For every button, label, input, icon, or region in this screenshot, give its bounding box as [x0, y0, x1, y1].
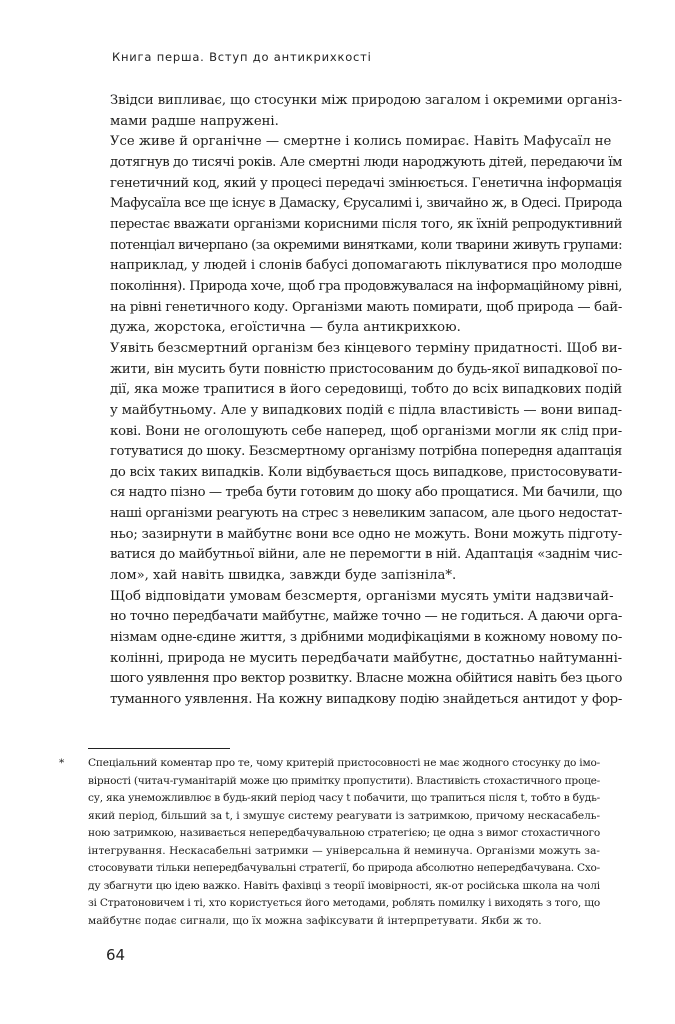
text-line: дії, яка може трапитися в його середовищі, тобто до всіх випадкових подій	[110, 382, 622, 398]
footnote-line: вірності (читач-гуманітарій може цю примітку пропустити). Властивість стохастичного проце-	[88, 774, 600, 787]
text-line: Мафусаїла все ще існує в Дамаску, Єрусалимі і, звичайно ж, в Одесі. Природа	[110, 196, 622, 212]
main-text	[88, 91, 622, 711]
text-line: перестає вважати організми корисними після того, як їхній репродуктивний	[110, 216, 622, 232]
text-line: дужа, жорстока, егоїстична — була антикрихкою.	[110, 320, 461, 336]
text-line: до всіх таких випадків. Коли відбувається щось випадкове, пристосовувати-	[110, 464, 622, 480]
text-line: на рівні генетичного коду. Організми мають помирати, щоб природа — бай-	[110, 299, 622, 315]
footnote-line: зі Стратоновичем і ті, хто користується його методами, роблять помилку і виходять з того, що	[88, 897, 600, 910]
text-line: генетичний код, який у процесі передачі змінюється. Генетична інформація	[110, 175, 622, 191]
text-line: покоління). Природа хоче, щоб гра продовжувалася на інформаційному рівні,	[110, 278, 622, 294]
text-line: колінні, природа не мусить передбачати майбутнє, достатньо найтуманні-	[110, 650, 622, 666]
paragraph-4	[88, 587, 622, 711]
text-line: Щоб відповідати умовам безсмертя, організми мусять уміти надзвичай-	[110, 588, 614, 604]
footnote-divider	[88, 748, 230, 749]
text-line: нізмам одне-єдине життя, з дрібними модифікаціями в кожному новому по-	[110, 630, 622, 646]
text-line: дотягнув до тисячі років. Але смертні люди народжують дітей, передаючи їм	[110, 154, 622, 170]
footnote-line: інтегрування. Нескасабельні затримки — універсальна й неминуча. Організми можуть за-	[88, 844, 600, 857]
text-line: жити, він мусить бути повністю пристосованим до будь-якої випадкової по-	[110, 361, 622, 377]
footnote-line: майбутнє подає сигнали, що їх можна зафіксувати й інтерпретувати. Якби ж то.	[88, 914, 542, 927]
paragraph-3	[88, 339, 622, 587]
text-line: наші організми реагують на стрес з невеликим запасом, але цього недостат-	[110, 506, 622, 522]
text-line: лом», хай навіть швидка, завжди буде запізніла*.	[110, 568, 457, 584]
text-line: ньо; зазирнути в майбутнє вони все одно не можуть. Вони можуть підготу-	[110, 526, 622, 542]
footnote-line: який період, більший за t, і змушує систему реагувати із затримкою, причому нескасабель-	[88, 809, 600, 822]
page-number: 64	[106, 946, 126, 964]
footnote-line: су, яка унеможливлює в будь-який період часу t побачити, що трапиться після t, тобто в будь-	[88, 792, 600, 805]
footnote	[59, 755, 600, 930]
text-line: но точно передбачати майбутнє, майже точно — не годиться. А даючи орга-	[110, 609, 622, 625]
text-line: Звідси випливає, що стосунки між природою загалом і окремими організ-	[110, 93, 622, 108]
footnote-mark: *	[59, 757, 65, 769]
text-line: потенціал вичерпано (за окремими винятками, коли тварини живуть групами:	[110, 237, 622, 253]
text-line: Уявіть безсмертний організм без кінцевого терміну придатності. Щоб ви-	[110, 340, 622, 356]
running-header: Книга перша. Вступ до антикрихкості	[112, 50, 372, 64]
paragraph-1	[88, 91, 622, 132]
footnote-line: ною затримкою, називається непередбачувальною стратегією; це одна з вимог стохастичного	[88, 827, 600, 840]
paragraph-2	[88, 132, 622, 339]
text-line: Усе живе й органічне — смертне і колись помирає. Навіть Мафусаїл не	[110, 134, 612, 150]
text-line: готуватися до шоку. Безсмертному організму потрібна попередня адаптація	[110, 444, 622, 460]
text-line: туманного уявлення. На кожну випадкову подію знайдеться антидот у фор-	[110, 692, 622, 708]
text-line: у майбутньому. Але у випадкових подій є підла властивість — вони випад-	[110, 402, 622, 418]
footnote-line: Спеціальний коментар про те, чому критерій пристосовності не має жодного стосунку до імо-	[88, 757, 600, 769]
text-line: кові. Вони не оголошують себе наперед, щоб організми могли як слід при-	[110, 423, 622, 439]
text-line: наприклад, у людей і слонів бабусі допомагають піклуватися про молодше	[110, 258, 622, 274]
footnote-line: ду збагнути цю ідею важко. Навіть фахівці з теорії імовірності, як-от російська школа на чолі	[88, 879, 600, 892]
text-line: ся надто пізно — треба бути готовим до шоку або прощатися. Ми бачили, що	[110, 485, 622, 501]
text-line: шого уявлення про вектор розвитку. Власне можна обійтися навіть без цього	[110, 671, 622, 687]
text-line: мами радше напружені.	[110, 113, 279, 129]
footnote-line: стосовувати тільки непередбачувальні стратегії, бо природа абсолютно непередбачувана. Схо-	[88, 862, 600, 875]
text-line: ватися до майбутньої війни, але не перемогти в ній. Адаптація «заднім чис-	[110, 547, 622, 563]
